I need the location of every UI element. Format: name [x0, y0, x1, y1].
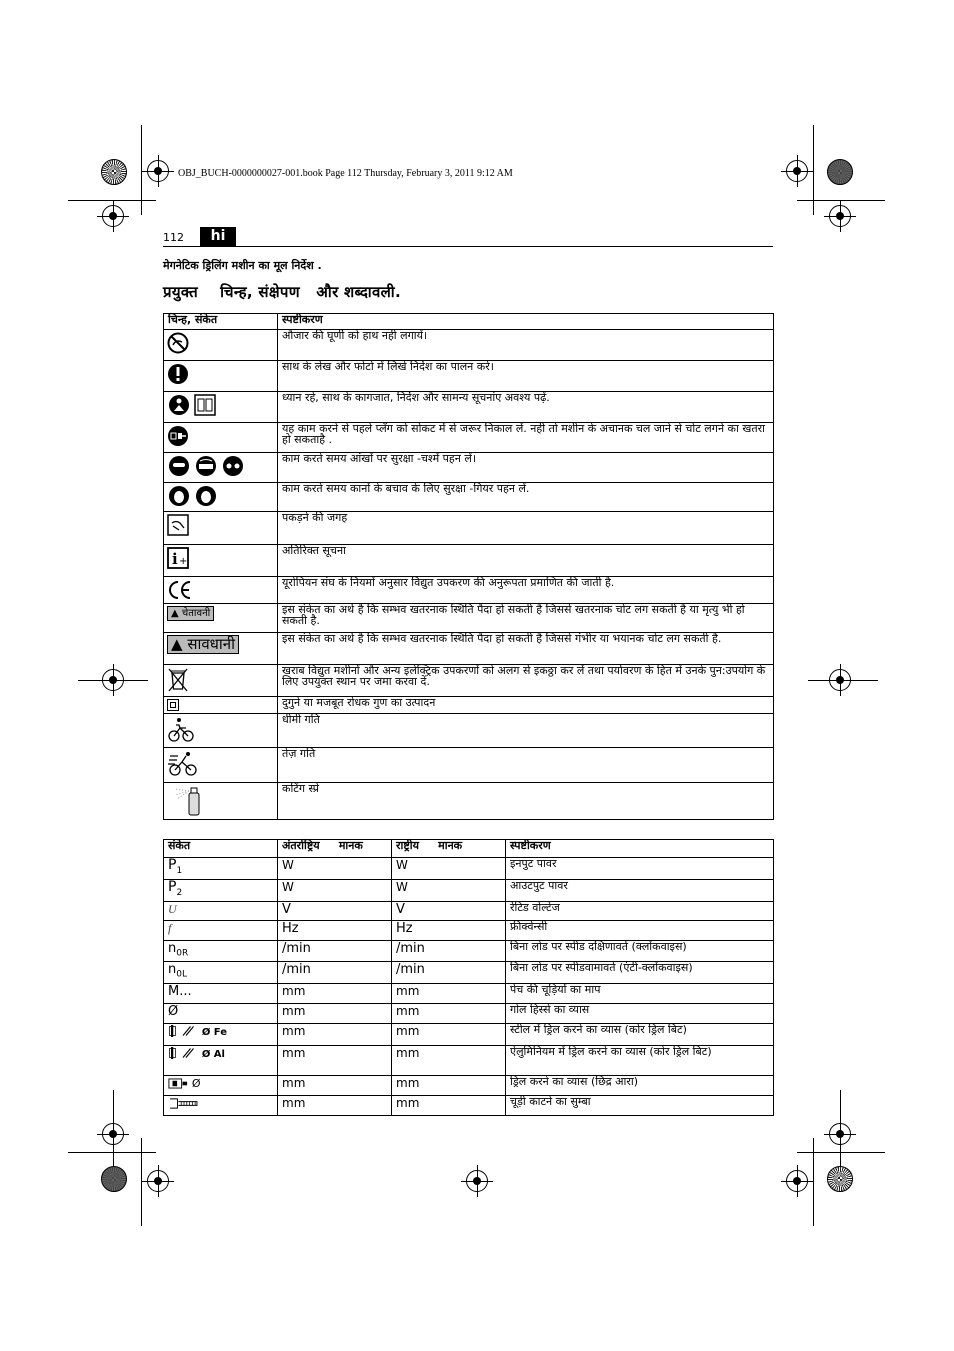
- color-bar-icon: [827, 1166, 853, 1192]
- table-row: [164, 453, 774, 483]
- natl-unit: V: [392, 901, 506, 920]
- table-row: [164, 1003, 774, 1023]
- registration-mark-icon: [466, 1170, 488, 1192]
- registration-mark-icon: [786, 1170, 808, 1192]
- table-row: [164, 483, 774, 512]
- natl-unit: W: [392, 879, 506, 901]
- table-row: [164, 748, 774, 783]
- natl-unit: W: [392, 858, 506, 880]
- registration-mark-icon: [829, 669, 851, 691]
- natl-unit: /min: [392, 962, 506, 984]
- explanation: धीमी गति: [278, 714, 774, 748]
- intl-unit: mm: [278, 1003, 392, 1023]
- language-badge: hi: [200, 227, 236, 246]
- registration-mark-icon: [102, 205, 124, 227]
- explanation: पकड़ने की जगह: [278, 512, 774, 545]
- hole-saw-icon: [168, 1077, 188, 1090]
- symbol-cell: M...: [164, 983, 278, 1003]
- explanation: ध्यान रहे, साथ के कागजात, निर्देश और सामन्य सूचनांए अवश्य पढ़ें.: [278, 392, 774, 423]
- column-header: अंतर्राष्ट्रिय मानक: [278, 840, 392, 858]
- core-bit-steel-icon: [168, 1024, 198, 1038]
- table-row: [164, 633, 774, 665]
- table-row: [164, 545, 774, 577]
- double-insulation-icon: [167, 699, 179, 711]
- explanation: ऐलुमिनियम में ड्रिल करने का व्यास (कोर ड्रिल बिट): [506, 1045, 774, 1075]
- symbol-cell: $n_{0L}$: [164, 962, 278, 984]
- table-row: [164, 879, 774, 901]
- caution-badge-icon: ▲ सावधानी: [167, 635, 239, 654]
- intl-unit: W: [278, 858, 392, 880]
- symbol-cell: U: [164, 901, 278, 920]
- caution-badge-label: सावधानी: [187, 635, 235, 653]
- column-header: राष्ट्रीय मानक: [392, 840, 506, 858]
- crossed-bin-icon: [167, 667, 189, 693]
- unplug-icon: [167, 425, 189, 447]
- symbol-cell: Ø: [164, 1003, 278, 1023]
- core-bit-aluminium-icon: [168, 1046, 198, 1060]
- explanation: इनपुट पावर: [506, 858, 774, 880]
- symbol-cell: $P_1$: [164, 858, 278, 880]
- registration-mark-icon: [102, 1123, 124, 1145]
- slow-speed-icon: [167, 716, 195, 744]
- explanation: ड्रिल करने का व्यास (छिद्र आरा): [506, 1075, 774, 1095]
- table-row: [164, 604, 774, 633]
- registration-mark-icon: [147, 160, 169, 182]
- table-row: [164, 512, 774, 545]
- ear-protection-icon: [167, 485, 219, 507]
- natl-unit: mm: [392, 1075, 506, 1095]
- explanation: पेच की चूड़ियों का माप: [506, 983, 774, 1003]
- natl-unit: mm: [392, 983, 506, 1003]
- table-row: [164, 330, 774, 361]
- table-row: [164, 423, 774, 453]
- fast-speed-icon: [167, 750, 199, 778]
- symbol-cell: [164, 1045, 278, 1075]
- natl-unit: mm: [392, 1095, 506, 1115]
- table-header-row: [164, 840, 774, 858]
- intl-unit: mm: [278, 1023, 392, 1045]
- symbol-cell: $P_2$: [164, 879, 278, 901]
- explanation: अतिरिक्त सूचना: [278, 545, 774, 577]
- grip-area-icon: [167, 514, 189, 536]
- registration-mark-icon: [829, 1123, 851, 1145]
- intl-unit: mm: [278, 983, 392, 1003]
- explanation: काम करते समय कानों के बचाव के लिए सुरक्षा -गियर पहन लें.: [278, 483, 774, 512]
- core-bit-steel-label: Ø Fe: [201, 1026, 228, 1038]
- explanation: इस संकेत का अर्थ है कि सम्भव खतरनाक स्थिति पैदा हो सकती है जिससे खतरनाक चोट लग सकती है या मृत्यु भी हो सकती है.: [278, 604, 774, 633]
- no-touch-rotating-icon: [167, 332, 189, 354]
- explanation: फ्रीक्वेन्सी: [506, 920, 774, 940]
- natl-unit: mm: [392, 1045, 506, 1075]
- table-row: [164, 858, 774, 880]
- explanation: गोल हिस्से का व्यास: [506, 1003, 774, 1023]
- intl-unit: /min: [278, 962, 392, 984]
- explanation: रेटिड वोल्टेज: [506, 901, 774, 920]
- svg-text:+: +: [179, 556, 188, 567]
- explanation: आउटपुट पावर: [506, 879, 774, 901]
- natl-unit: mm: [392, 1023, 506, 1045]
- explanation: यूरोपियन संघ के नियमों अनुसार विद्युत उपकरण की अनुरूपता प्रमाणित की जाती है.: [278, 577, 774, 604]
- table-row: [164, 361, 774, 392]
- registration-mark-icon: [102, 669, 124, 691]
- explanation: तेज़ गति: [278, 748, 774, 783]
- intl-unit: Hz: [278, 920, 392, 940]
- natl-unit: mm: [392, 1003, 506, 1023]
- core-bit-aluminium-label: Ø Al: [201, 1048, 225, 1060]
- table-row: [164, 983, 774, 1003]
- table-row: [164, 714, 774, 748]
- table-row: [164, 1075, 774, 1095]
- table-row: [164, 392, 774, 423]
- intl-unit: /min: [278, 940, 392, 962]
- hole-saw-label: Ø: [191, 1076, 201, 1090]
- info-icon: [167, 547, 189, 569]
- symbol-cell: [164, 1095, 278, 1115]
- registration-mark-icon: [147, 1170, 169, 1192]
- symbols-table: [163, 313, 774, 820]
- column-header: स्पष्टीकरण: [506, 840, 774, 858]
- table-row: [164, 1095, 774, 1115]
- symbol-cell: [164, 1075, 278, 1095]
- intl-unit: mm: [278, 1075, 392, 1095]
- intl-unit: mm: [278, 1095, 392, 1115]
- table-row: [164, 920, 774, 940]
- explanation: यह काम करने से पहले प्लॅग को सोकट में से जरूर निकाल लें. नही तो मशीन के अचानक चल जाने से चोट लगने का खतरा हो सकताहै .: [278, 423, 774, 453]
- column-header: चिन्ह, संकेत: [164, 314, 278, 330]
- read-manual-icon: [167, 394, 217, 416]
- explanation: कटिंग स्प्रे: [278, 783, 774, 820]
- explanation: इस संकेत का अर्थ है कि सम्भव खतरनाक स्थिति पैदा हो सकती है जिससे गंभीर या भयानक चोट लग सकती है.: [278, 633, 774, 665]
- page-number: 112: [163, 231, 184, 244]
- ce-mark-icon: [167, 579, 193, 601]
- explanation: बिना लोड पर स्पीड दक्षिणावर्त (क्लोंकवाइस): [506, 940, 774, 962]
- color-bar-icon: [827, 159, 853, 185]
- exclamation-icon: [167, 363, 189, 385]
- table-row: [164, 940, 774, 962]
- cutting-spray-icon: [167, 785, 207, 817]
- symbol-cell: $n_{0R}$: [164, 940, 278, 962]
- registration-mark-icon: [786, 160, 808, 182]
- explanation: दुगुने या मजबूत रोधक गुण का उत्पादन: [278, 697, 774, 714]
- warning-badge-label: चेतावनी: [181, 608, 211, 619]
- thread-tap-icon: [168, 1097, 200, 1110]
- eye-protection-icon: [167, 455, 245, 477]
- color-bar-icon: [101, 1166, 127, 1192]
- table-row: [164, 665, 774, 697]
- symbol-cell: [164, 1023, 278, 1045]
- natl-unit: Hz: [392, 920, 506, 940]
- registration-mark-icon: [829, 205, 851, 227]
- explanation: साथ के लेख और फोटो में लिखे निर्देश का पालन करे।: [278, 361, 774, 392]
- symbol-cell: f: [164, 920, 278, 940]
- table-row: [164, 1045, 774, 1075]
- units-table: [163, 839, 774, 1116]
- table-row: [164, 697, 774, 714]
- table-row: [164, 1023, 774, 1045]
- column-header: स्पष्टीकरण: [278, 314, 774, 330]
- header-rule: [163, 246, 773, 247]
- explanation: औजार की घूर्णी को हाथ नही लगायें।: [278, 330, 774, 361]
- table-header-row: [164, 314, 774, 330]
- svg-text:i: i: [172, 550, 178, 568]
- intl-unit: W: [278, 879, 392, 901]
- document-subtitle: मेगनेटिक ड्रिलिंग मशीन का मूल निर्देश .: [163, 259, 322, 272]
- intl-unit: mm: [278, 1045, 392, 1075]
- page-title: प्रयुक्त चिन्ह, संक्षेपण और शब्दावली.: [163, 283, 401, 301]
- intl-unit: V: [278, 901, 392, 920]
- table-row: [164, 901, 774, 920]
- table-row: [164, 962, 774, 984]
- color-bar-icon: [101, 159, 127, 185]
- column-header: संकेत: [164, 840, 278, 858]
- explanation: चूड़ी काटने का सुम्बा: [506, 1095, 774, 1115]
- explanation: बिना लोड पर स्पीडवामावर्त (एंटी-क्लोंकवाइस): [506, 962, 774, 984]
- warning-badge-icon: ▲ चेतावनी: [167, 606, 214, 621]
- table-row: [164, 783, 774, 820]
- file-info: OBJ_BUCH-0000000027-001.book Page 112 Thursday, February 3, 2011 9:12 AM: [178, 168, 513, 179]
- natl-unit: /min: [392, 940, 506, 962]
- table-row: [164, 577, 774, 604]
- explanation: खराब विद्युत मशीनों और अन्य इलेक्ट्रिक उपकरणों को अलग से इकठ्ठा कर लें तथा पर्यावरण के हित में उनके पुन:उपयोग के लिए उपयुक्त स्थान पर जमा करवा दें.: [278, 665, 774, 697]
- explanation: काम करते समय आंखों पर सुरक्षा -चश्में पहन लें।: [278, 453, 774, 483]
- explanation: स्टील में ड्रिल करने का व्यास (कोर ड्रिल बिट): [506, 1023, 774, 1045]
